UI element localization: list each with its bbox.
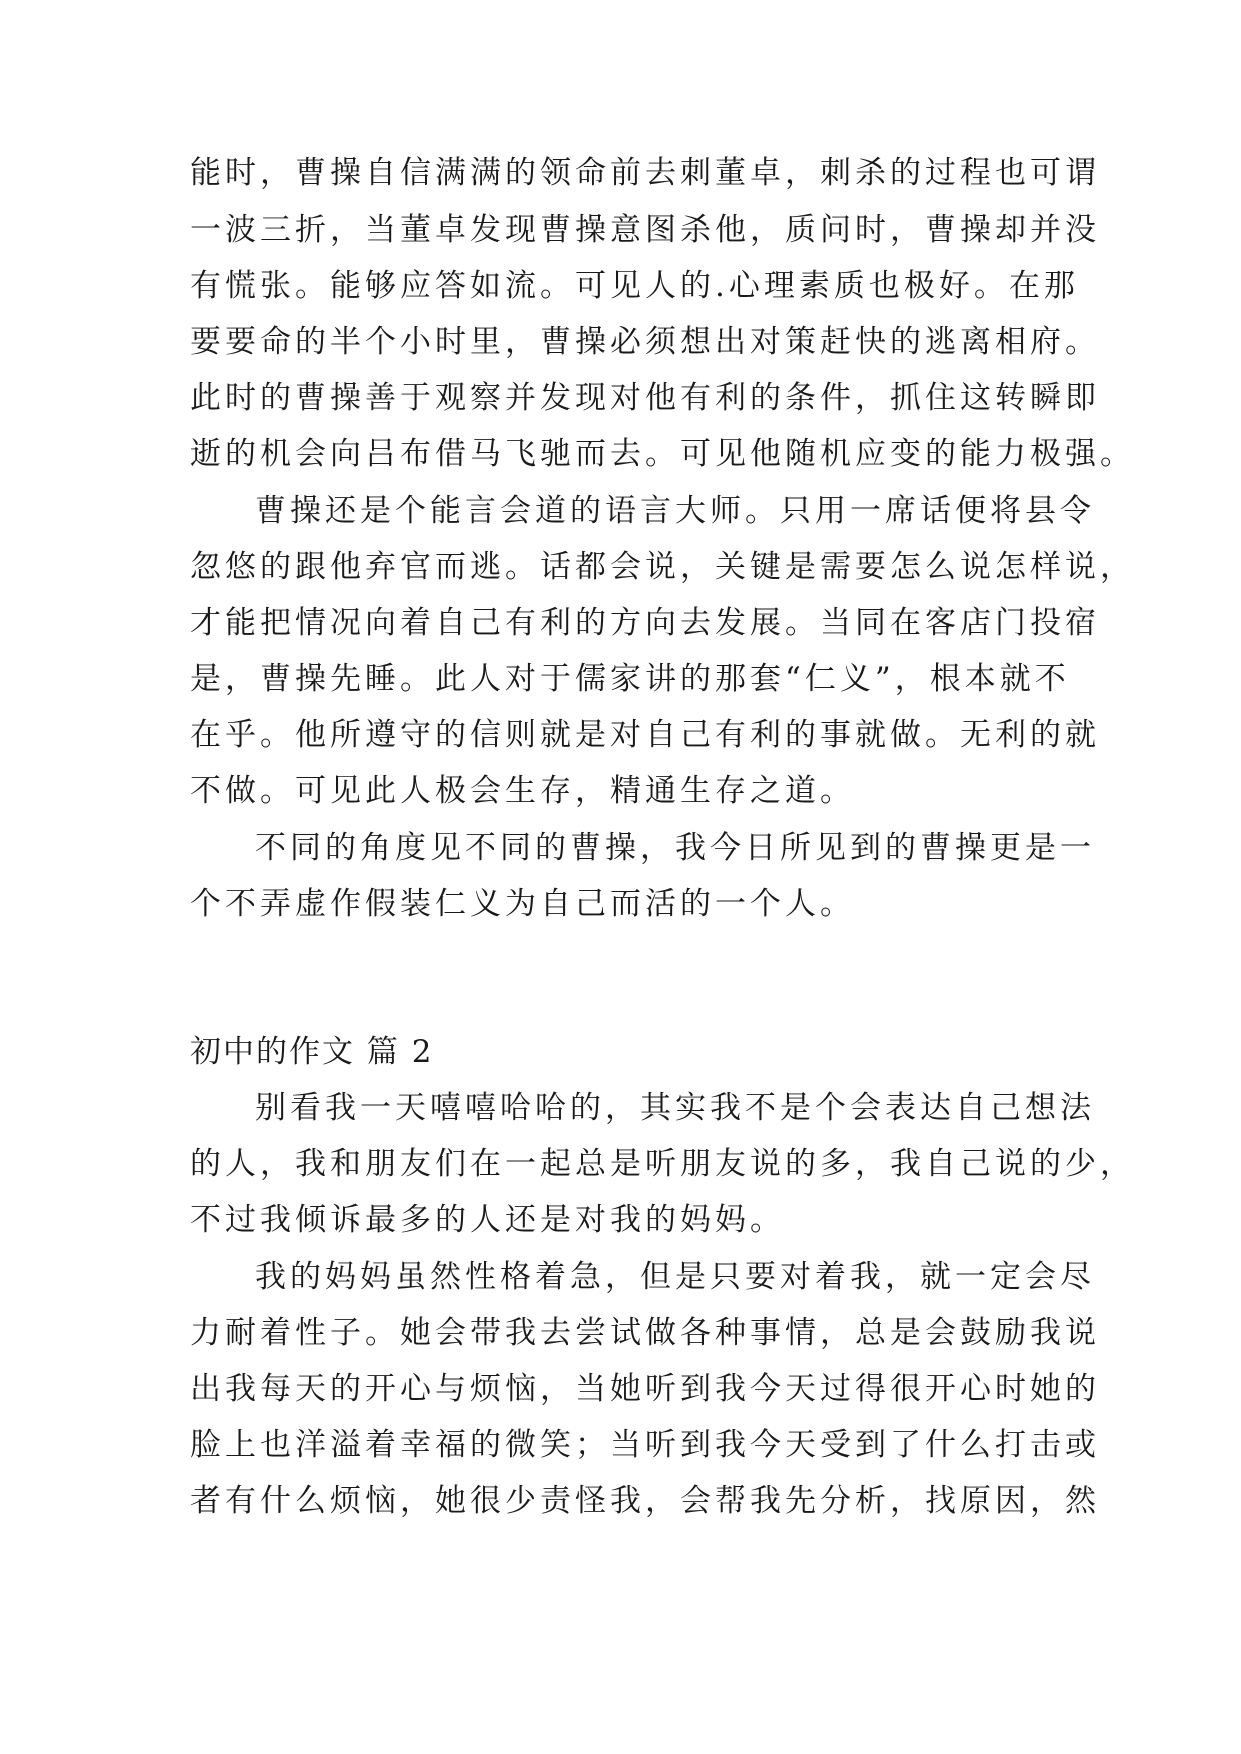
paragraph-first-line: 不同的角度见不同的曹操，我今日所见到的曹操更是一 — [255, 830, 1095, 866]
paragraph-line: 力耐着性子。她会带我去尝试做各种事情，总是会鼓励我说 — [190, 1315, 1100, 1351]
paragraph-line: 的人，我和朋友们在一起总是听朋友说的多，我自己说的少， — [190, 1146, 1135, 1182]
paragraph-line: 忽悠的跟他弃官而逃。话都会说，关键是需要怎么说怎样说， — [190, 549, 1135, 585]
paragraph-line: 才能把情况向着自己有利的方向去发展。当同在客店门投宿 — [190, 605, 1100, 641]
paragraph-line: 不过我倾诉最多的人还是对我的妈妈。 — [190, 1202, 785, 1238]
paragraph-line: 有慌张。能够应答如流。可见人的.心理素质也极好。在那 — [190, 268, 1079, 304]
paragraph-line: 逝的机会向吕布借马飞驰而去。可见他随机应变的能力极强。 — [190, 436, 1135, 472]
paragraph-line: 个不弄虚作假装仁义为自己而活的一个人。 — [190, 886, 855, 922]
paragraph-line: 此时的曹操善于观察并发现对他有利的条件，抓住这转瞬即 — [190, 380, 1100, 416]
paragraph-line: 能时，曹操自信满满的领命前去刺董卓，刺杀的过程也可谓 — [190, 155, 1100, 191]
paragraph-line: 出我每天的开心与烦恼，当她听到我今天过得很开心时她的 — [190, 1371, 1100, 1407]
paragraph-line: 者有什么烦恼，她很少责怪我，会帮我先分析，找原因，然 — [190, 1483, 1100, 1519]
paragraph-first-line: 曹操还是个能言会道的语言大师。只用一席话便将县令 — [255, 493, 1095, 529]
paragraph-first-line: 别看我一天嘻嘻哈哈的，其实我不是个会表达自己想法 — [255, 1090, 1095, 1126]
paragraph-line: 在乎。他所遵守的信则就是对自己有利的事就做。无利的就 — [190, 717, 1100, 753]
section-heading: 初中的作文 篇 2 — [190, 1034, 434, 1070]
paragraph-line: 是，曹操先睡。此人对于儒家讲的那套“仁义”，根本就不 — [190, 661, 1070, 697]
paragraph-line: 一波三折，当董卓发现曹操意图杀他，质问时，曹操却并没 — [190, 212, 1100, 248]
paragraph-line: 不做。可见此人极会生存，精通生存之道。 — [190, 773, 855, 809]
paragraph-line: 要要命的半个小时里，曹操必须想出对策赶快的逃离相府。 — [190, 324, 1100, 360]
paragraph-first-line: 我的妈妈虽然性格着急，但是只要对着我，就一定会尽 — [255, 1259, 1095, 1295]
paragraph-line: 脸上也洋溢着幸福的微笑；当听到我今天受到了什么打击或 — [190, 1427, 1100, 1463]
